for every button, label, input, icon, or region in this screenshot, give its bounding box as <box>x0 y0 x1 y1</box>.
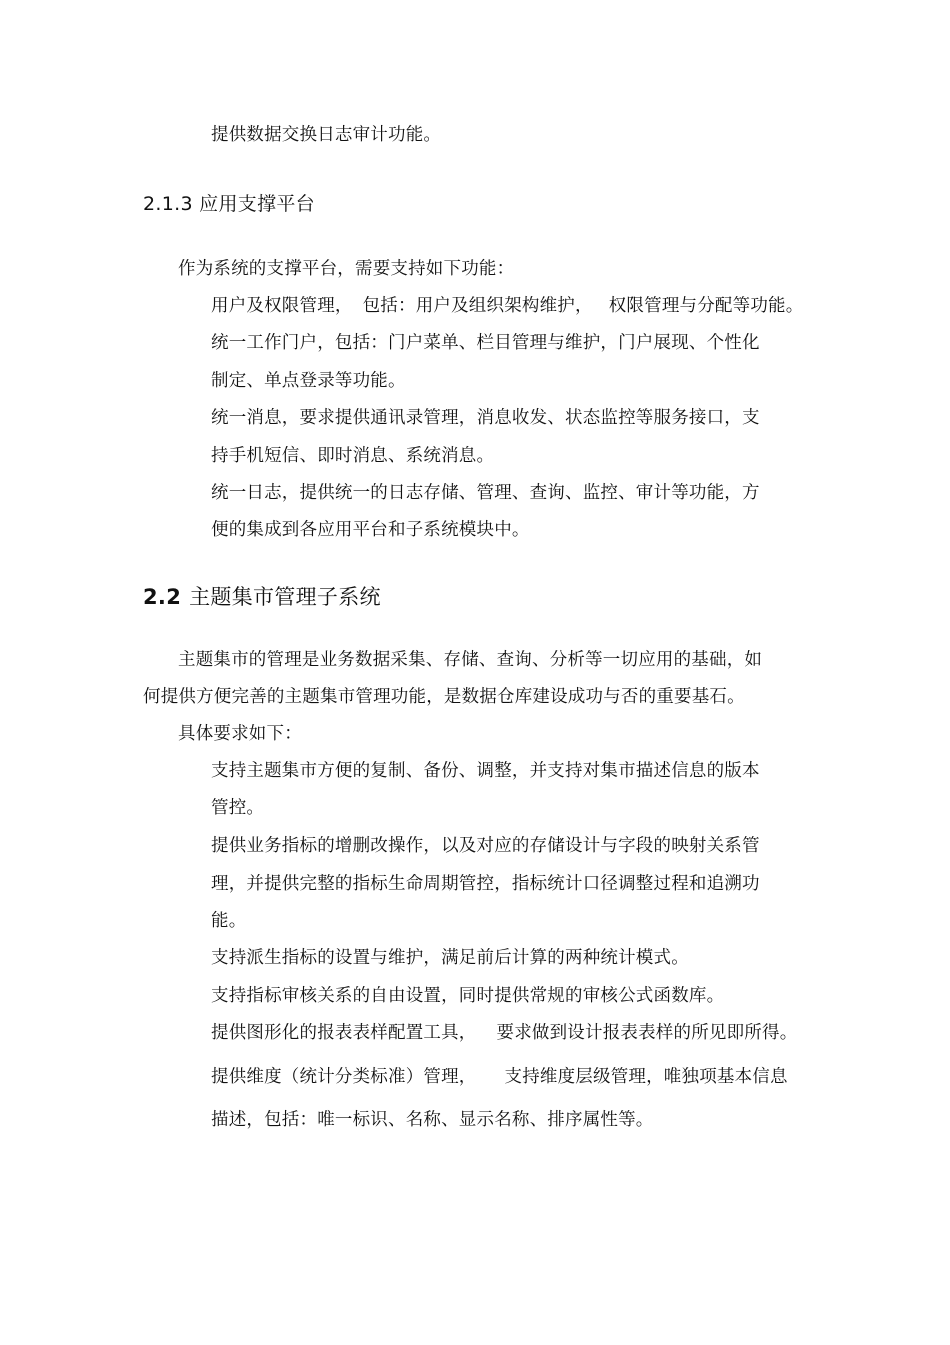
section-intro: 作为系统的支撑平台，需要支持如下功能： <box>178 259 515 279</box>
list-item: 统一消息，要求提供通讯录管理，消息收发、状态监控等服务接口，支 <box>211 408 760 428</box>
list-item: 提供业务指标的增删改操作，以及对应的存储设计与字段的映射关系管 <box>211 836 760 856</box>
list-item <box>211 1065 788 1089</box>
section-title: 主题集市管理子系统 <box>189 585 381 609</box>
section-intro: 具体要求如下： <box>178 724 302 744</box>
list-item: 支持指标审核关系的自由设置，同时提供常规的审核公式函数库。 <box>211 986 725 1006</box>
list-item-text: 要求做到设计报表表样的所见即所得。 <box>496 1023 798 1043</box>
list-item <box>211 1021 797 1045</box>
list-item-text: 用户及权限管理， <box>211 296 353 316</box>
list-item-text: 支持维度层级管理，唯独项基本信息 <box>504 1067 788 1087</box>
section-heading-2-1-3: 2.1.3 应用支撑平台 <box>143 193 315 215</box>
list-item-continuation: 持手机短信、即时消息、系统消息。 <box>211 446 495 466</box>
list-item-continuation: 描述，包括：唯一标识、名称、显示名称、排序属性等。 <box>211 1110 654 1130</box>
section-number: 2.2 <box>143 585 182 609</box>
list-item-text: 包括：用户及组织架构维护， <box>362 296 593 316</box>
list-item-continuation: 制定、单点登录等功能。 <box>211 371 406 391</box>
list-item-continuation: 理，并提供完整的指标生命周期管控，指标统计口径调整过程和追溯功 <box>211 874 760 894</box>
list-item-text: 提供图形化的报表表样配置工具， <box>211 1023 477 1043</box>
list-item-continuation: 便的集成到各应用平台和子系统模块中。 <box>211 520 530 540</box>
list-item: 统一工作门户，包括：门户菜单、栏目管理与维护，门户展现、个性化 <box>211 333 760 353</box>
paragraph-line: 提供数据交换日志审计功能。 <box>211 125 442 145</box>
list-item-continuation: 管控。 <box>211 798 265 818</box>
list-item-text: 提供维度（统计分类标准）管理， <box>211 1067 477 1087</box>
list-item: 支持主题集市方便的复制、备份、调整，并支持对集市描述信息的版本 <box>211 761 760 781</box>
list-item <box>211 294 803 318</box>
paragraph-line: 何提供方便完善的主题集市管理功能，是数据仓库建设成功与否的重要基石。 <box>143 687 745 707</box>
list-item: 支持派生指标的设置与维护，满足前后计算的两种统计模式。 <box>211 948 689 968</box>
section-heading-2-2 <box>143 585 381 609</box>
list-item-continuation: 能。 <box>211 911 247 931</box>
list-item-text: 权限管理与分配等功能。 <box>608 296 804 316</box>
list-item: 统一日志，提供统一的日志存储、管理、查询、监控、审计等功能，方 <box>211 483 760 503</box>
paragraph-line: 主题集市的管理是业务数据采集、存储、查询、分析等一切应用的基础，如 <box>178 650 763 670</box>
